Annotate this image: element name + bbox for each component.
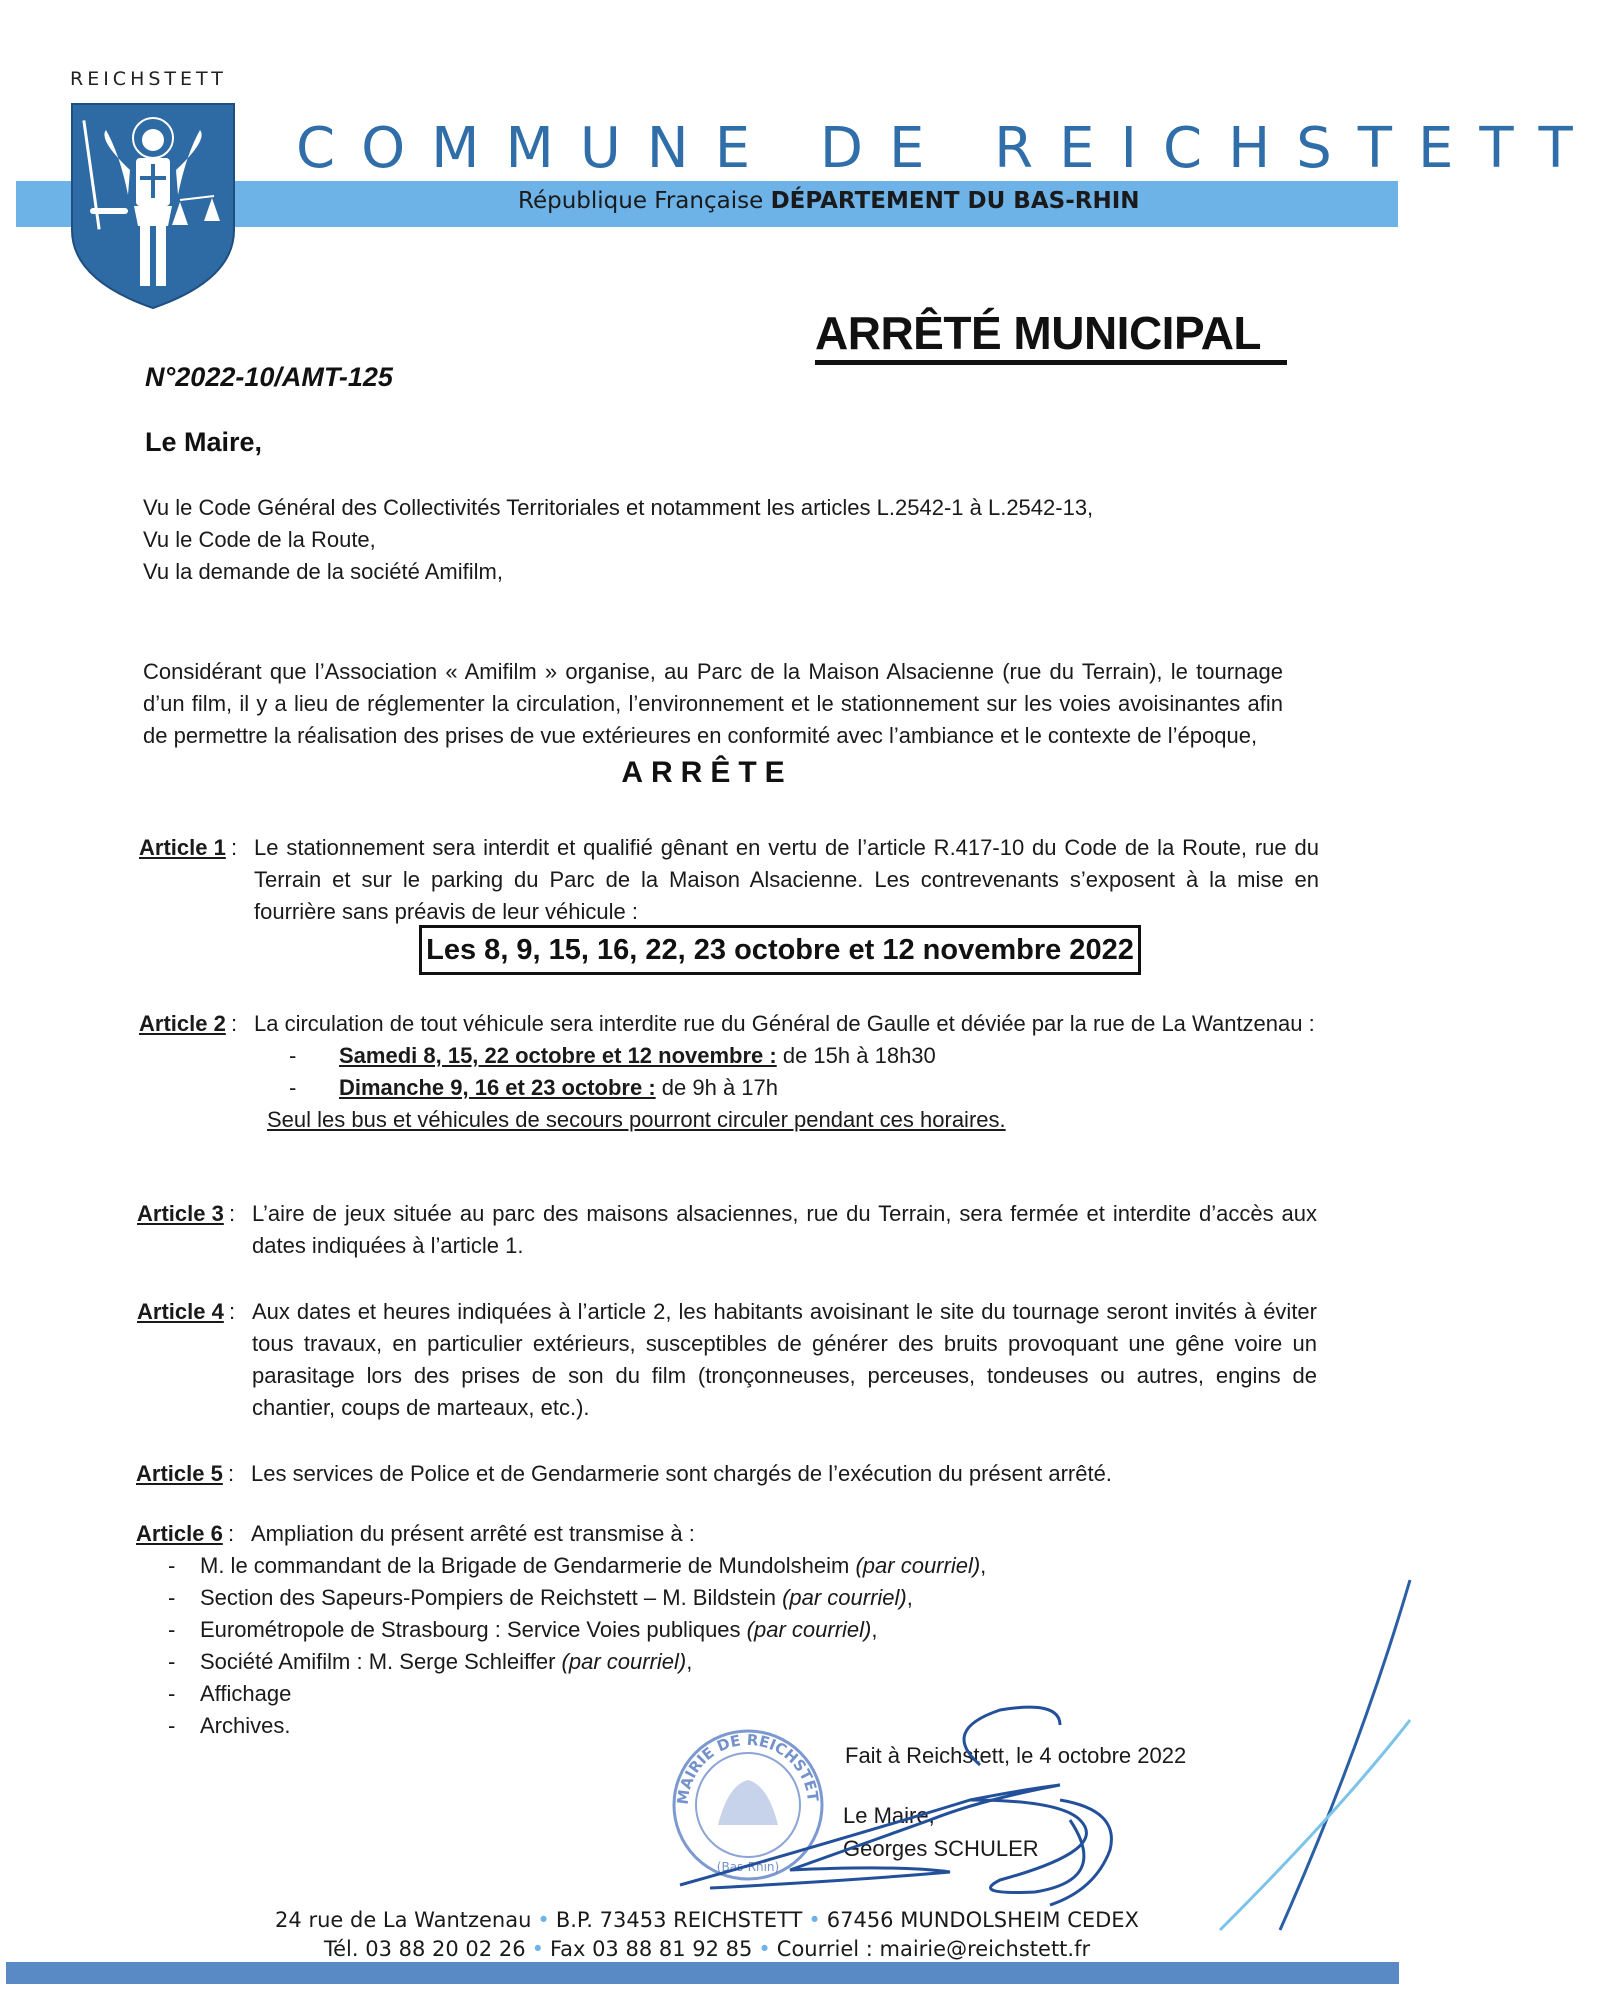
prohibited-dates-box: Les 8, 9, 15, 16, 22, 23 octobre et 12 novembre 2022 [419, 925, 1141, 975]
schedule-item [289, 1072, 1319, 1104]
article-text: L’aire de jeux située au parc des maisons alsaciennes, rue du Terrain, sera fermée et interdite d’accès aux dates indiquées à l’article 1. [252, 1201, 1317, 1258]
signatory-name: Georges SCHULER [843, 1836, 1039, 1861]
article-1 [139, 832, 1319, 928]
article-text: Le stationnement sera interdit et qualifié gênant en vertu de l’article R.417-10 du Code de la Route, rue du Terrain et sur le parking du Parc de la Maison Alsacienne. Les contrevenants s’exposent à la mise en fourrière sans préavis de leur véhicule : [254, 835, 1319, 924]
article-label: Article 2 [139, 1011, 226, 1036]
footer-band [6, 1962, 1399, 1984]
article-label: Article 4 [137, 1299, 224, 1324]
footer-address [0, 1908, 1414, 1932]
footer-phone: Tél. 03 88 20 02 26 [323, 1937, 526, 1961]
footer-street: 24 rue de La Wantzenau [275, 1908, 532, 1932]
article-text: Aux dates et heures indiquées à l’article 2, les habitants avoisinant le site du tournage seront invités à éviter tous travaux, en particulier extérieurs, susceptibles de générer des bruits provoquant une gêne voire un parasitage lors des prises de son du film (tronçonneuses, perceuses, tondeuses ou autres, engins de chantier, coups de marteaux, etc.). [252, 1299, 1317, 1420]
article-4 [137, 1296, 1317, 1424]
arrete-heading: ARRÊTE [621, 756, 793, 789]
town-label: REICHSTETT [70, 68, 227, 90]
footer-separator: • [537, 1908, 550, 1932]
article-text: La circulation de tout véhicule sera interdite rue du Général de Gaulle et déviée par la rue de La Wantzenau : [254, 1011, 1315, 1036]
document-number: N°2022-10/AMT-125 [145, 362, 393, 392]
mairie-stamp-icon [668, 1725, 828, 1885]
coat-of-arms-icon [68, 100, 238, 312]
article-label: Article 5 [136, 1461, 223, 1486]
footer-separator: • [758, 1937, 771, 1961]
article-label: Article 6 [136, 1521, 223, 1546]
subtitle-republic: République Française [518, 188, 764, 214]
commune-title: COMMUNE DE REICHSTETT [296, 116, 1599, 181]
document-title: ARRÊTÉ MUNICIPAL [815, 307, 1262, 359]
recipient-item: - Affichage [168, 1681, 292, 1706]
article-text: Ampliation du présent arrêté est transmise à : [251, 1521, 695, 1546]
stamp-subtext: (Bas-Rhin) [716, 1860, 780, 1874]
article-3 [137, 1198, 1317, 1262]
schedule-hours: de 9h à 17h [655, 1075, 779, 1100]
article-text: Les services de Police et de Gendarmerie sont chargés de l’exécution du présent arrêté. [251, 1461, 1112, 1486]
article-separator: : [229, 1201, 236, 1226]
article-separator: : [229, 1299, 236, 1324]
schedule-list [289, 1040, 1319, 1104]
title-underline [815, 360, 1287, 365]
legal-basis-item: Vu le Code de la Route, [143, 527, 376, 552]
article-2 [139, 1008, 1319, 1136]
footer-fax: Fax 03 88 81 92 85 [549, 1937, 753, 1961]
recipient-item: - Archives. [168, 1713, 291, 1738]
considerant-paragraph: Considérant que l’Association « Amifilm » organise, au Parc de la Maison Alsacienne (rue du Terrain), le tournage d’un film, il y a lieu de réglementer la circulation, l’environnement et le stationnement sur les voies avoisinantes afin de permettre la réalisation des prises de vue extérieures en conformité avec l’ambiance et le contexte de l’époque, [143, 659, 1283, 748]
article-note: Seul les bus et véhicules de secours pourront circuler pendant ces horaires. [267, 1107, 1006, 1132]
article-separator: : [228, 1461, 235, 1486]
subtitle-department: DÉPARTEMENT DU BAS-RHIN [770, 188, 1140, 214]
recipient-item: - Section des Sapeurs-Pompiers de Reichstett – M. Bildstein (par courriel), [168, 1585, 913, 1610]
schedule-item [289, 1040, 1319, 1072]
legal-basis-list [143, 492, 1293, 588]
recipient-item: - Eurométropole de Strasbourg : Service Voies publiques (par courriel), [168, 1617, 878, 1642]
schedule-hours: de 15h à 18h30 [776, 1043, 936, 1068]
article-label: Article 3 [137, 1201, 224, 1226]
article-5 [136, 1458, 1316, 1490]
article-separator: : [228, 1521, 235, 1546]
legal-basis-item: Vu le Code Général des Collectivités Territoriales et notamment les articles L.2542-1 à L.2542-13, [143, 495, 1094, 520]
signatory-role: Le Maire, [843, 1803, 935, 1828]
footer-contact [0, 1937, 1414, 1961]
list-dash: - [289, 1043, 297, 1068]
footer-separator: • [808, 1908, 821, 1932]
footer-postal: 67456 MUNDOLSHEIM CEDEX [826, 1908, 1139, 1932]
header-subtitle [518, 188, 1140, 214]
recipients-list [168, 1550, 986, 1742]
footer-separator: • [531, 1937, 544, 1961]
article-separator: : [231, 1011, 238, 1036]
schedule-days: Samedi 8, 15, 22 octobre et 12 novembre : [339, 1043, 777, 1068]
footer-email[interactable]: Courriel : mairie@reichstett.fr [776, 1937, 1091, 1961]
recipient-item: - Société Amifilm : M. Serge Schleiffer (par courriel), [168, 1649, 693, 1674]
article-label: Article 1 [139, 835, 226, 860]
list-dash: - [289, 1075, 297, 1100]
footer-po-box: B.P. 73453 REICHSTETT [555, 1908, 803, 1932]
article-separator: : [231, 835, 238, 860]
place-and-date: Fait à Reichstett, le 4 octobre 2022 [845, 1743, 1187, 1768]
issuer-heading: Le Maire, [145, 427, 263, 457]
recipient-item: - M. le commandant de la Brigade de Gendarmerie de Mundolsheim (par courriel), [168, 1553, 987, 1578]
legal-basis-item: Vu la demande de la société Amifilm, [143, 559, 503, 584]
stamp-text: MAIRIE DE REICHSTET [673, 1730, 823, 1806]
article-6 [136, 1518, 1316, 1550]
schedule-days: Dimanche 9, 16 et 23 octobre : [339, 1075, 656, 1100]
